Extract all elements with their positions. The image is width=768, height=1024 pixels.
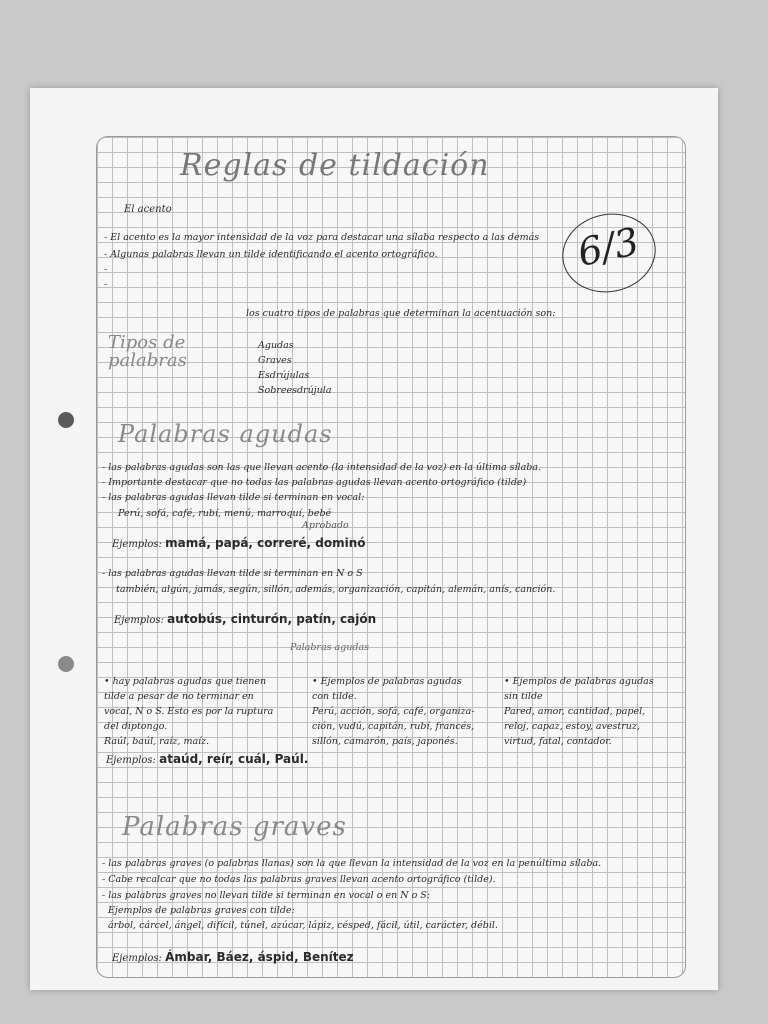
- ejemplos-label: Ejemplos:: [106, 755, 156, 766]
- type-item: Sobreesdrújula: [258, 385, 332, 396]
- agudas-vowel-words: Perú, sofá, café, rubí, menú, marroquí, bebé: [118, 508, 332, 519]
- agudas-line: - las palabras agudas llevan tilde si terminan en vocal:: [102, 492, 365, 503]
- col3-line: virtud, fatal, contador.: [504, 736, 612, 747]
- col1-line: tilde a pesar de no terminar en: [104, 691, 254, 702]
- type-item: Esdrújulas: [258, 370, 310, 381]
- ejemplos-label: Ejemplos:: [112, 539, 162, 550]
- agudas-subheading: Palabras agudas: [290, 642, 369, 653]
- col3-line: • Ejemplos de palabras agudas: [504, 676, 654, 687]
- agudas-nos-words: también, algún, jamás, según, sillón, además, organización, capitán, alemán, anís, canción.: [116, 584, 556, 595]
- ejemplos-words: mamá, papá, correré, dominó: [165, 536, 366, 550]
- col1-line: del diptongo.: [104, 721, 168, 732]
- type-item: Agudas: [258, 340, 294, 351]
- intro-line: - Algunas palabras llevan un tilde identificando el acento ortográfico.: [104, 249, 438, 260]
- ejemplos-words: autobús, cinturón, patín, cajón: [167, 612, 377, 626]
- ejemplos-row-3: [106, 752, 308, 766]
- page-title: Reglas de tildación: [180, 148, 490, 183]
- ejemplos-row-1: [112, 536, 366, 550]
- ejemplos-row-2: [114, 612, 376, 626]
- col3-line: sin tilde: [504, 691, 543, 702]
- col2-line: sillón, camarón, país, japonés.: [312, 736, 458, 747]
- intro-line: - El acento es la mayor intensidad de la voz para destacar una sílaba respecto a las demás: [104, 232, 540, 243]
- graves-line: - Cabe recalcar que no todas las palabras graves llevan acento ortográfico (tilde).: [102, 874, 496, 885]
- types-label: Tipos de palabras: [108, 332, 187, 371]
- col2-line: • Ejemplos de palabras agudas: [312, 676, 462, 687]
- agudas-heading: Palabras agudas: [118, 420, 333, 448]
- binder-hole-bottom: [58, 656, 74, 672]
- agudas-nos-line: - las palabras agudas llevan tilde si terminan en N o S: [102, 568, 363, 579]
- types-intro: los cuatro tipos de palabras que determinan la acentuación son:: [246, 308, 556, 319]
- agudas-line: - Importante destacar que no todas las palabras agudas llevan acento ortográfico (tilde): [102, 477, 527, 488]
- graves-line: Ejemplos de palabras graves con tilde:: [108, 905, 295, 916]
- intro-line: -: [104, 279, 108, 290]
- graves-line: - las palabras graves no llevan tilde si terminan en vocal o en N o S:: [102, 890, 431, 901]
- col2-line: Perú, acción, sofá, café, organiza-: [312, 706, 475, 717]
- col1-line: • hay palabras agudas que tienen: [104, 676, 267, 687]
- grade-text: 6/3: [573, 219, 643, 275]
- col2-line: ción, vudú, capitán, rubí, francés,: [312, 721, 475, 732]
- ejemplos-words: ataúd, reír, cuál, Paúl.: [159, 752, 309, 766]
- ejemplos-label: Ejemplos:: [112, 953, 162, 964]
- type-item: Graves: [258, 355, 292, 366]
- ejemplos-words: Ámbar, Báez, áspid, Benítez: [165, 950, 354, 964]
- col1-line: vocal, N o S. Esto es por la ruptura: [104, 706, 274, 717]
- col3-line: Pared, amor, cantidad, papel,: [504, 706, 646, 717]
- subtitle: El acento: [124, 204, 172, 215]
- col2-line: con tilde.: [312, 691, 357, 702]
- graves-heading: Palabras graves: [122, 812, 347, 842]
- intro-line: -: [104, 264, 108, 275]
- graves-line: - las palabras graves (o palabras llanas) son la que llevan la intensidad de la voz en la penúltima sílaba.: [102, 858, 602, 869]
- graves-words: árbol, cárcel, ángel, difícil, túnel, azúcar, lápiz, césped, fácil, útil, carácter, débil.: [108, 920, 498, 931]
- ejemplos-row-graves: [112, 950, 354, 964]
- col3-line: reloj, capaz, estoy, avestruz,: [504, 721, 640, 732]
- ejemplos-label: Ejemplos:: [114, 615, 164, 626]
- binder-hole-top: [58, 412, 74, 428]
- margin-note: Aprobado: [302, 520, 349, 531]
- col1-line: Raúl, baúl, raíz, maíz.: [104, 736, 210, 747]
- agudas-line: - las palabras agudas son las que llevan acento (la intensidad de la voz) en la última sílaba.: [102, 462, 542, 473]
